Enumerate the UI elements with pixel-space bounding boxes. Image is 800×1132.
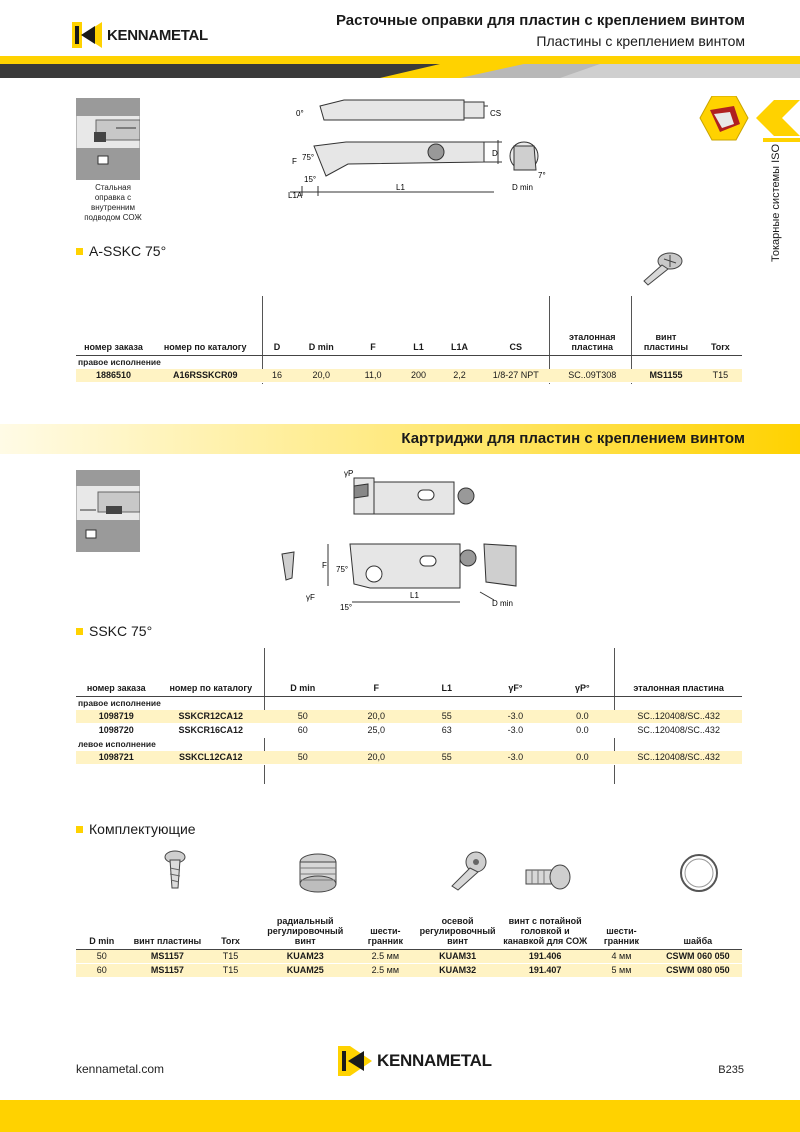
brand-wordmark: KENNAMETAL <box>377 1051 492 1070</box>
table-row: 50 MS1157 T15 KUAM23 2.5 мм KUAM31 191.406 4 мм CSWM 060 050 <box>76 950 742 964</box>
washer-icon <box>678 852 720 894</box>
axial-adjust-screw-icon <box>440 850 492 894</box>
table-row: 1098721 SSKCL12CA12 50 20,0 55 -3.0 0.0 SC..120408/SC..432 <box>76 751 742 765</box>
footer-url[interactable]: kennametal.com <box>76 1062 165 1076</box>
iso-turning-badge-icon <box>694 96 800 156</box>
table-group-row: левое исполнение <box>78 739 156 749</box>
sskc-table <box>76 683 742 765</box>
coolant-screw-icon <box>522 860 574 892</box>
header-logo <box>72 22 208 48</box>
table-row: 1098720 SSKCR16CA12 60 25,0 63 -3.0 0.0 SC..120408/SC..432 <box>76 724 742 738</box>
radial-adjust-screw-icon <box>294 852 342 894</box>
svg-text:L1A: L1A <box>288 191 303 200</box>
table-header-row: D min винт пластины Torx радиальный регулировочный винт шести-гранник осевой регулировочный винт винт с потайной головкой и канавкой для СОЖ шести-гранник шайба <box>76 916 742 950</box>
table-row: 1886510 A16RSSKCR09 16 20,0 11,0 200 2,2 1/8-27 NPT SC..09T308 MS1155 T15 <box>76 369 742 383</box>
side-tab-label: Токарные системы ISO <box>770 143 782 262</box>
svg-text:75°: 75° <box>336 565 349 574</box>
footer-yellow-bar <box>0 1100 800 1132</box>
steel-bar-caption: Стальная оправка с внутренним подводом СОЖ <box>84 183 142 222</box>
svg-text:7°: 7° <box>538 171 546 180</box>
yellow-square-icon <box>76 628 83 635</box>
footer-logo <box>338 1046 492 1076</box>
svg-text:D: D <box>492 149 498 158</box>
yellow-square-icon <box>76 248 83 255</box>
section-title-sskc: SSKC 75° <box>76 623 152 639</box>
svg-text:F: F <box>292 157 297 166</box>
kennametal-logo-mark-icon <box>72 22 104 48</box>
section-title-a-sskc: A-SSKC 75° <box>76 243 166 259</box>
insert-screw-icon <box>160 850 190 892</box>
table-group-row: правое исполнение <box>78 698 161 708</box>
a-sskc-table <box>76 332 742 383</box>
accessories-table <box>76 916 742 978</box>
section-title-accessories: Комплектующие <box>76 821 196 837</box>
torx-screw-icon <box>636 247 686 291</box>
page-number: B235 <box>718 1064 744 1076</box>
a-sskc-drawing <box>284 92 554 202</box>
band-title: Картриджи для пластин с креплением винтом <box>401 430 745 447</box>
yellow-square-icon <box>76 826 83 833</box>
steel-bar-photo <box>76 98 140 180</box>
svg-text:CS: CS <box>490 109 502 118</box>
header-stripe-decoration <box>0 56 800 86</box>
page-subtitle: Пластины с креплением винтом <box>536 33 745 49</box>
svg-text:75°: 75° <box>302 153 315 162</box>
kennametal-logo-mark-icon <box>338 1046 374 1076</box>
cartridge-drawing-main <box>280 530 530 612</box>
svg-text:γP: γP <box>344 469 354 478</box>
table-group-row: правое исполнение <box>78 357 161 367</box>
table-row: 60 MS1157 T15 KUAM25 2.5 мм KUAM32 191.407 5 мм CSWM 080 050 <box>76 964 742 978</box>
svg-text:15°: 15° <box>340 603 353 612</box>
cartridge-drawing-top <box>324 466 484 526</box>
svg-text:L1: L1 <box>410 591 419 600</box>
cartridge-photo <box>76 470 140 552</box>
svg-text:D min: D min <box>512 183 533 192</box>
svg-text:15°: 15° <box>304 175 317 184</box>
table-row: 1098719 SSKCR12CA12 50 20,0 55 -3.0 0.0 SC..120408/SC..432 <box>76 710 742 724</box>
brand-wordmark: KENNAMETAL <box>107 26 208 44</box>
side-tab-bar <box>763 138 800 142</box>
svg-text:γF: γF <box>306 593 315 602</box>
svg-text:F: F <box>322 561 327 570</box>
page-title: Расточные оправки для пластин с креплением винтом <box>335 12 745 29</box>
svg-text:D min: D min <box>492 599 513 608</box>
svg-text:L1: L1 <box>396 183 405 192</box>
label-0deg: 0° <box>296 109 304 118</box>
table-header-row: номер заказа номер по каталогу D D min F L1 L1A CS эталонная пластина винт пластины Torx <box>76 332 742 356</box>
table-header-row: номер заказа номер по каталогу D min F L1 γF° γP° эталонная пластина <box>76 683 742 697</box>
